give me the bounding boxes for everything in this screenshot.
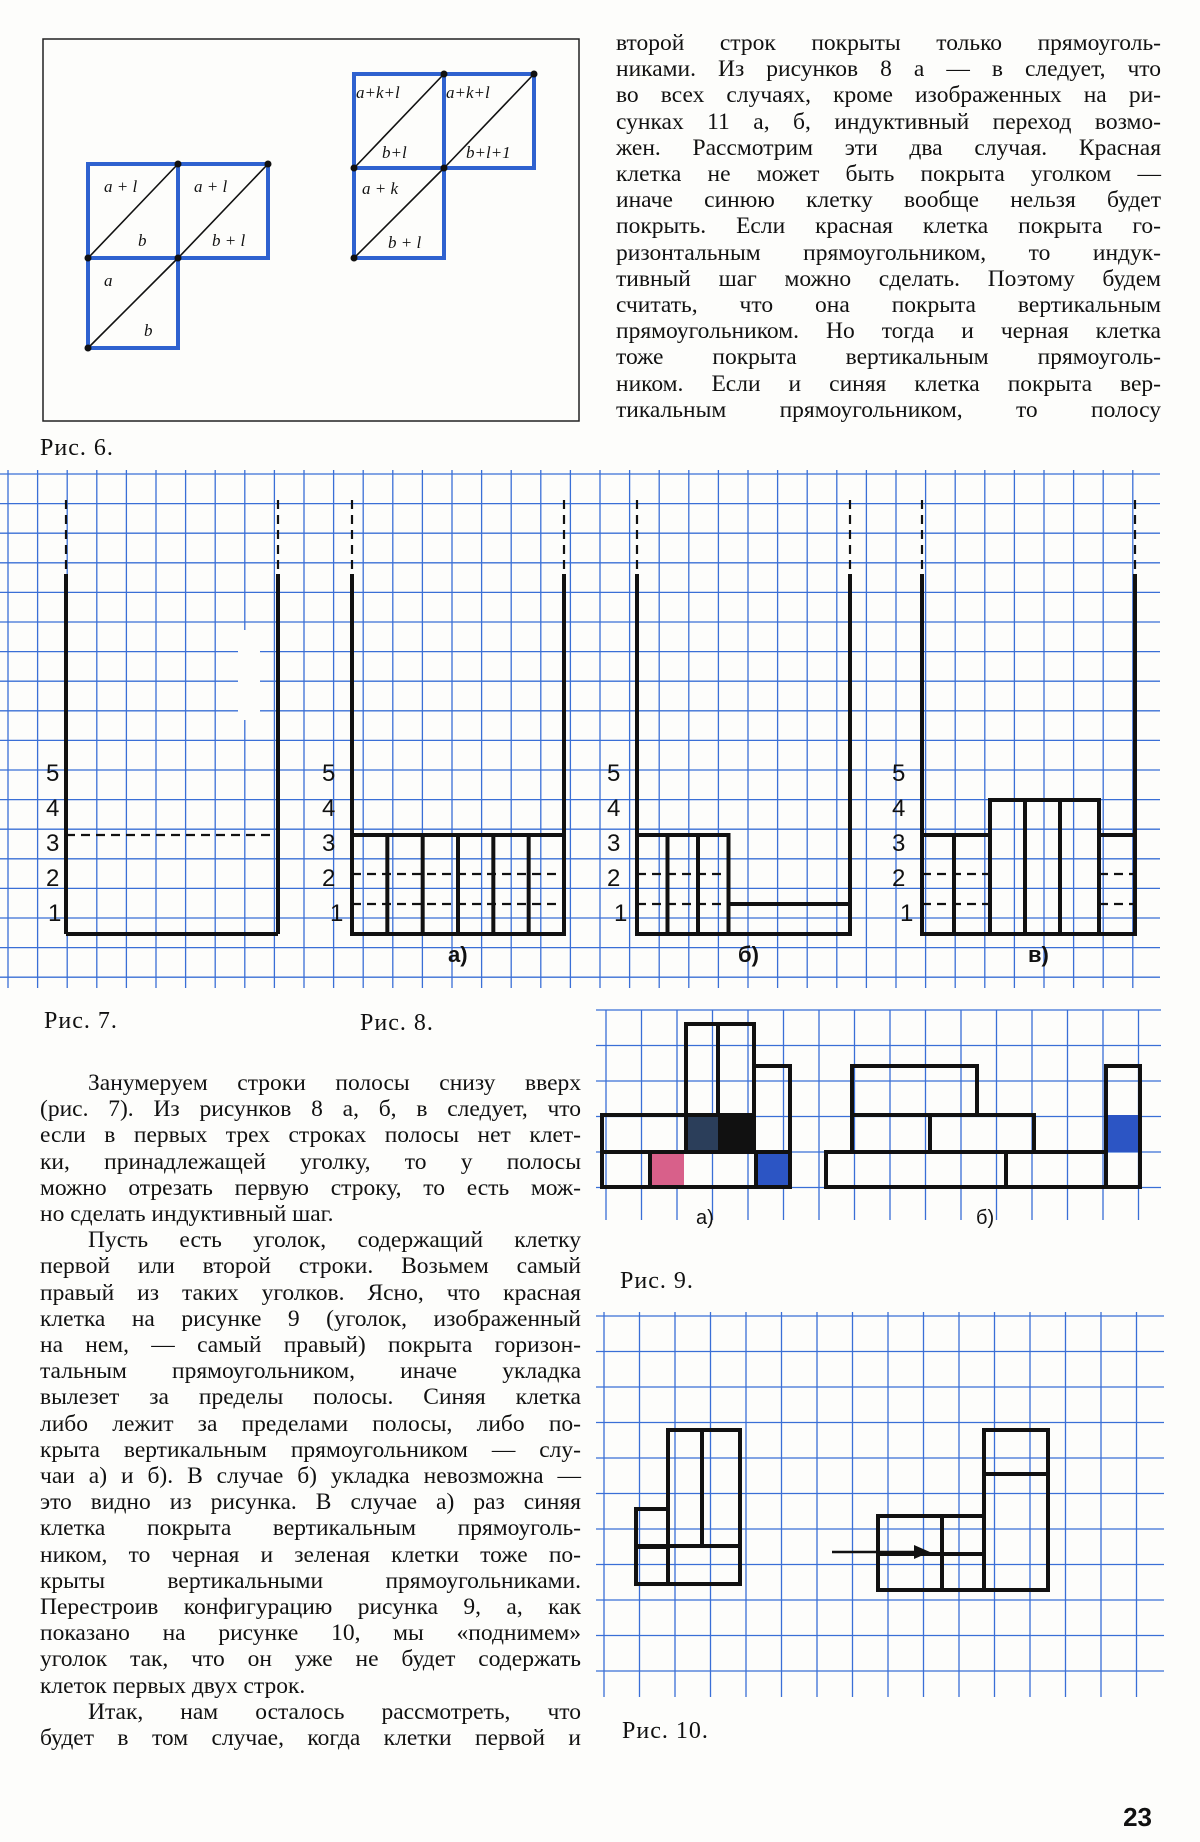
text-line: прямоугольником. Но тогда и черная клетка [616, 318, 1161, 345]
text-line: ником. Если и синяя клетка покрыта вер- [616, 370, 1161, 397]
tile-rect [1006, 1152, 1106, 1187]
fig6-label-1: a + l [104, 177, 138, 196]
tile-rect [984, 1474, 1048, 1590]
text-line: ки, принадлежащей уголку, то у полосы [40, 1148, 581, 1175]
text-line: клетка покрыта вертикальным прямоуголь- [40, 1515, 581, 1542]
page-number: 23 [1123, 1802, 1152, 1832]
text-line: либо лежит за пределами полосы, либо по- [40, 1410, 581, 1437]
tile-rect [984, 1430, 1048, 1474]
text-line: будет в том случае, когда клетки первой и [40, 1725, 581, 1752]
caption-fig7: Рис. 7. [44, 1008, 118, 1034]
red-cell [650, 1152, 684, 1187]
tile-rect [930, 1115, 1034, 1152]
text-line: вылезет за пределы полосы. Синяя клетка [40, 1384, 581, 1411]
fig7-row-5: 5 [46, 760, 60, 787]
fig8a-row-5: 5 [322, 760, 336, 787]
text-line: во всех случаях, кроме изображенных на ри- [616, 82, 1161, 109]
black-cell [718, 1115, 754, 1152]
text-line: клеток первых двух строк. [40, 1672, 306, 1699]
fig8b-row-3: 3 [607, 830, 621, 857]
fig6-label-9: a+k+l [446, 83, 490, 102]
fig8b-row-5: 5 [607, 760, 621, 787]
figure-9 [596, 1010, 1166, 1240]
fig8b-row-1: 1 [614, 900, 628, 927]
text-line: Итак, нам осталось рассмотреть, что [88, 1698, 581, 1725]
fig6-label-7: a+k+l [356, 83, 400, 102]
fig6-label-11: a + k [362, 179, 399, 198]
tile-rect [754, 1066, 790, 1152]
tile-rect [826, 1152, 1006, 1187]
text-line: если в первых трех строках полосы нет клет- [40, 1122, 581, 1149]
text-line: тикальным прямоугольником, то полосу [616, 396, 1161, 423]
text-top-right [616, 30, 1161, 423]
grid-10 [596, 1312, 1164, 1697]
text-line: сунках 11 а, б, индуктивный переход возмо- [616, 108, 1161, 135]
text-line: Перестроив конфигурацию рисунка 9, а, как [40, 1594, 581, 1621]
fig6-label-12: b + l [388, 233, 422, 252]
caption-fig9: Рис. 9. [620, 1268, 694, 1294]
fig7-row-3: 3 [46, 830, 60, 857]
fig8c-row-5: 5 [892, 760, 906, 787]
figure-7-8 [0, 470, 1200, 1000]
grid-7-8 [0, 470, 1160, 988]
text-bottom-left [40, 1070, 581, 1751]
text-line: жен. Рассмотрим эти два случая. Красная [616, 134, 1161, 161]
tile-rect [878, 1516, 984, 1554]
text-line: тоже покрыта вертикальным прямоуголь- [616, 344, 1161, 371]
fig8a-row-3: 3 [322, 830, 336, 857]
tile-rect [686, 1024, 718, 1115]
fig8-sub-c: в) [1028, 942, 1049, 967]
arrow-head-icon [914, 1545, 930, 1559]
text-line: показано на рисунке 10, мы «поднимем» [40, 1620, 581, 1647]
fig6-label-5: a [104, 271, 113, 290]
tile-rect [852, 1115, 930, 1152]
text-line: никами. Из рисунков 8 а — в следует, что [616, 56, 1161, 83]
fig8c-row-2: 2 [892, 865, 906, 892]
text-line: можно отрезать первую строку, то есть мож- [40, 1174, 581, 1201]
caption-fig10: Рис. 10. [622, 1718, 709, 1744]
text-line: уголок так, что он уже не будет содержать [40, 1646, 581, 1673]
rect-cell [729, 904, 851, 934]
text-line: клетка на рисунке 9 (уголок, изображенный [40, 1305, 581, 1332]
fig7-row-2: 2 [46, 865, 60, 892]
figure-6-frame [43, 39, 579, 421]
rect-cell [1099, 835, 1135, 934]
fig6-label-6: b [144, 321, 153, 340]
text-line: правый из таких уголков. Ясно, что красная [40, 1279, 581, 1306]
fig10-shapes [636, 1430, 1048, 1590]
fig8b-row-2: 2 [607, 865, 621, 892]
text-line: иначе синюю клетку вообще нельзя будет [616, 187, 1161, 214]
text-line: (рис. 7). Из рисунков 8 а, б, в следует, что [40, 1096, 581, 1123]
fig8-sub-a: а) [448, 942, 468, 967]
text-line: крыты вертикальными прямоугольниками. [40, 1567, 581, 1594]
text-line: тивный шаг можно сделать. Поэтому будем [616, 265, 1161, 292]
fig6-label-2: b [138, 231, 147, 250]
fig8a-row-1: 1 [330, 900, 344, 927]
tile-rect [852, 1066, 977, 1115]
figure-6 [42, 38, 582, 424]
tile-rect [602, 1152, 650, 1187]
blue-cell-b [1106, 1115, 1140, 1152]
text-line: первой или второй строки. Возьмем самый [40, 1253, 581, 1280]
fig8b-row-4: 4 [607, 795, 621, 822]
text-line: покрыть. Если красная клетка покрыта го- [616, 213, 1161, 240]
fig8-sub-b: б) [738, 942, 759, 967]
fig8a-row-2: 2 [322, 865, 336, 892]
fig9-sub-a: а) [696, 1207, 714, 1229]
print-gap [238, 630, 260, 720]
fig6-label-3: a + l [194, 177, 228, 196]
fig9-sub-b: б) [976, 1207, 995, 1229]
dark-cell [686, 1115, 718, 1152]
text-line: ником, то черная и зеленая клетки тоже по- [40, 1541, 581, 1568]
text-line: Занумеруем строки полосы снизу вверх [88, 1070, 581, 1096]
rect-cell [922, 835, 954, 934]
fig7-row-4: 4 [46, 795, 60, 822]
fig8c-row-4: 4 [892, 795, 906, 822]
text-line: клетка не может быть покрыта уголком — [616, 161, 1161, 188]
figure-10 [596, 1312, 1166, 1702]
fig6-label-4: b + l [212, 231, 246, 250]
text-line: считать, что она покрыта вертикальным [616, 292, 1161, 319]
blue-cell-a [756, 1152, 790, 1187]
text-line: но сделать индуктивный шаг. [40, 1201, 334, 1228]
fig6-label-8: b+l [382, 143, 407, 162]
fig7-row-1: 1 [48, 900, 62, 927]
fig8a-row-4: 4 [322, 795, 336, 822]
text-line: ризонтальным прямоугольником, то индук- [616, 239, 1161, 266]
caption-fig8: Рис. 8. [360, 1010, 434, 1036]
fig8c-row-3: 3 [892, 830, 906, 857]
tile-rect [636, 1509, 668, 1547]
text-line: чаи а) и б). В случае б) укладка невозможна — [40, 1463, 581, 1490]
text-line: на нем, — самый правый) покрыта горизон- [40, 1332, 581, 1359]
text-line: второй строк покрыты только прямоуголь- [616, 30, 1161, 56]
text-line: крыта вертикальным прямоугольником — слу- [40, 1436, 581, 1463]
tile-rect [602, 1115, 686, 1152]
tile-rect [878, 1554, 984, 1590]
text-line: это видно из рисунка. В случае а) раз синяя [40, 1489, 581, 1516]
rect-cell [637, 835, 729, 934]
text-line: тальным прямоугольником, иначе укладка [40, 1358, 581, 1385]
text-line: Пусть есть уголок, содержащий клетку [88, 1227, 581, 1254]
caption-fig6: Рис. 6. [40, 435, 114, 461]
fig8c-row-1: 1 [900, 900, 914, 927]
fig6-label-10: b+l+1 [466, 143, 511, 162]
